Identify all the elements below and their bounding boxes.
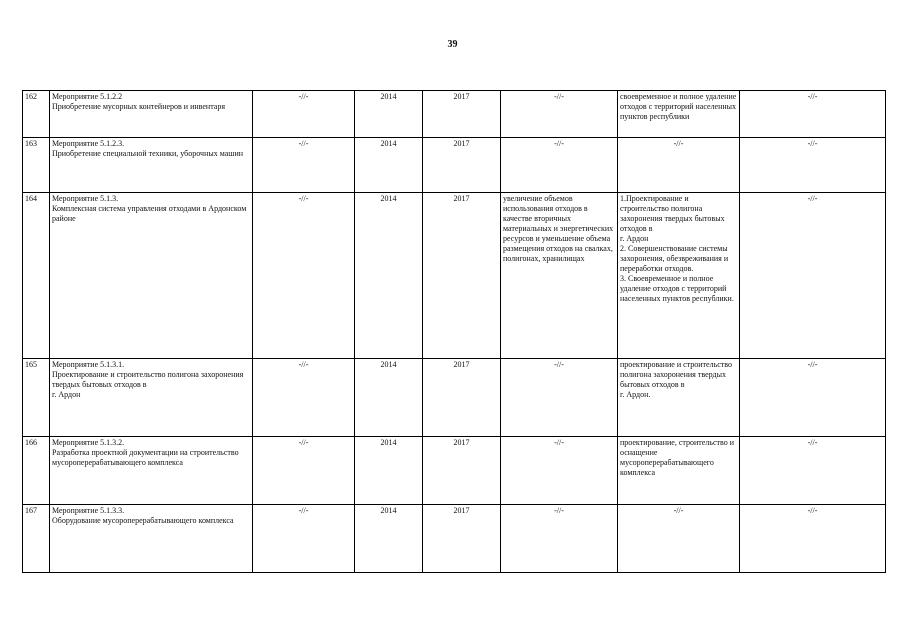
end-year-cell: 2017 [423, 359, 501, 437]
executor-cell: -//- [253, 91, 355, 138]
measure-cell: Мероприятие 5.1.2.2 Приобретение мусорных контейнеров и инвентаря [50, 91, 253, 138]
measure-cell: Мероприятие 5.1.3.1. Проектирование и строительство полигона захоронения твердых бытовых отходов в г. Ардон [50, 359, 253, 437]
executor-cell: -//- [253, 437, 355, 505]
table-row [23, 359, 886, 437]
start-year-cell: 2014 [355, 138, 423, 193]
end-year-cell: 2017 [423, 91, 501, 138]
executor-cell: -//- [253, 505, 355, 573]
row-number: 166 [23, 437, 50, 505]
end-year-cell: 2017 [423, 138, 501, 193]
effect-cell: увеличение объемов использования отходов в качестве вторичных материальных и энергетических ресурсов и уменьшение объема размещения отходов на свалках, полигонах, хранилищах [501, 193, 618, 359]
note-cell: -//- [740, 505, 886, 573]
executor-cell: -//- [253, 138, 355, 193]
table-row [23, 91, 886, 138]
result-cell: своевременное и полное удаление отходов с территорий населенных пунктов республики [618, 91, 740, 138]
row-number: 167 [23, 505, 50, 573]
result-cell: проектирование, строительство и оснащение мусороперерабатывающего комплекса [618, 437, 740, 505]
start-year-cell: 2014 [355, 505, 423, 573]
start-year-cell: 2014 [355, 359, 423, 437]
measure-cell: Мероприятие 5.1.3.2. Разработка проектной документации на строительство мусороперерабатывающего комплекса [50, 437, 253, 505]
measure-cell: Мероприятие 5.1.2.3. Приобретение специальной техники, уборочных машин [50, 138, 253, 193]
result-cell: -//- [618, 505, 740, 573]
effect-cell: -//- [501, 91, 618, 138]
start-year-cell: 2014 [355, 91, 423, 138]
measure-cell: Мероприятие 5.1.3.3. Оборудование мусороперерабатывающего комплекса [50, 505, 253, 573]
result-cell: -//- [618, 138, 740, 193]
row-number: 163 [23, 138, 50, 193]
table-row [23, 505, 886, 573]
note-cell: -//- [740, 359, 886, 437]
executor-cell: -//- [253, 359, 355, 437]
row-number: 162 [23, 91, 50, 138]
start-year-cell: 2014 [355, 193, 423, 359]
effect-cell: -//- [501, 138, 618, 193]
result-cell: проектирование и строительство полигона захоронения твердых бытовых отходов в г. Ардон. [618, 359, 740, 437]
end-year-cell: 2017 [423, 193, 501, 359]
page-number: 39 [447, 39, 458, 50]
table-row [23, 193, 886, 359]
note-cell: -//- [740, 193, 886, 359]
start-year-cell: 2014 [355, 437, 423, 505]
note-cell: -//- [740, 138, 886, 193]
row-number: 164 [23, 193, 50, 359]
effect-cell: -//- [501, 505, 618, 573]
table-row [23, 437, 886, 505]
table-row [23, 138, 886, 193]
end-year-cell: 2017 [423, 437, 501, 505]
executor-cell: -//- [253, 193, 355, 359]
measures-table [22, 90, 886, 573]
note-cell: -//- [740, 437, 886, 505]
effect-cell: -//- [501, 437, 618, 505]
end-year-cell: 2017 [423, 505, 501, 573]
measure-cell: Мероприятие 5.1.3. Комплексная система управления отходами в Ардонском районе [50, 193, 253, 359]
row-number: 165 [23, 359, 50, 437]
note-cell: -//- [740, 91, 886, 138]
effect-cell: -//- [501, 359, 618, 437]
result-cell: 1.Проектирование и строительство полигона захоронения твердых бытовых отходов в г. Ардон 2. Совершенствование системы захоронения, обезвреживания и переработки отходов. 3. Своевременное и полное удаление отходов с территорий населенных пунктов республики. [618, 193, 740, 359]
